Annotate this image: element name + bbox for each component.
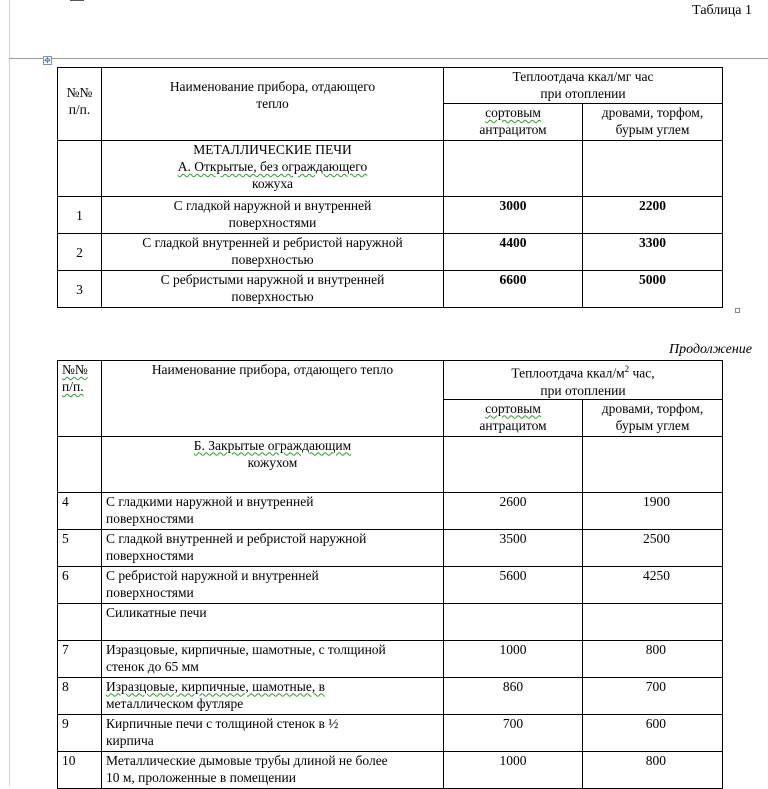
row-name-line1: Металлические дымовые трубы длиной не более — [106, 752, 388, 768]
row-name-line2: поверхностями — [106, 584, 194, 600]
wood-header-line1: дровами, торфом, — [601, 400, 704, 416]
table-row — [58, 714, 723, 751]
row-name-line1: Кирпичные печи с толщиной стенок в ½ — [106, 715, 339, 731]
row-name-line1: С гладкой внутренней и ребристой наружной — [142, 235, 403, 250]
silicate-wood-cell — [583, 603, 723, 640]
number-header-line1: №№ — [66, 85, 93, 100]
heat-header — [444, 361, 723, 400]
anthracite-header-line2: антрацитом — [479, 122, 547, 137]
continuation-label: Продолжение — [669, 342, 752, 357]
row-name — [102, 529, 444, 566]
row-wood-value: 3300 — [583, 234, 723, 271]
silicate-anthracite-cell — [444, 603, 583, 640]
silicate-number-cell — [58, 603, 102, 640]
row-name — [102, 271, 444, 308]
row-wood-value: 4250 — [583, 566, 723, 603]
table-row — [58, 751, 723, 788]
table-row — [58, 197, 723, 234]
anthracite-header-line1: сортовым — [485, 105, 541, 120]
row-anthracite-value: 1000 — [444, 640, 583, 677]
table-move-handle-icon[interactable]: ✥ — [44, 56, 51, 65]
section-a-line1: МЕТАЛЛИЧЕСКИЕ ПЕЧИ — [193, 142, 352, 157]
row-number: 1 — [58, 197, 102, 234]
section-a-number-cell — [58, 141, 102, 197]
table-resize-handle[interactable] — [735, 308, 740, 313]
row-name-line1: С ребристой наружной и внутренней — [106, 567, 319, 583]
heat-header-line1: Теплоотдача ккал/мг час — [512, 69, 654, 84]
number-header-line2: п/п. — [68, 102, 91, 117]
row-name-line2: 10 м, проложенные в помещении — [106, 769, 296, 785]
table-row — [58, 566, 723, 603]
top-mark — [70, 0, 84, 1]
table-row — [58, 492, 723, 529]
table-row — [58, 271, 723, 308]
row-name — [102, 566, 444, 603]
name-header-line1: Наименование прибора, отдающего — [169, 79, 376, 94]
row-anthracite-value: 5600 — [444, 566, 583, 603]
section-a-wood-cell — [583, 141, 723, 197]
row-name-line2: кирпича — [106, 732, 154, 748]
table-row — [58, 603, 723, 640]
row-name-line1 — [106, 271, 439, 288]
row-name — [102, 492, 444, 529]
row-name-line1: Изразцовые, кирпичные, шамотные, с толщиной — [106, 641, 386, 657]
row-anthracite-value: 6600 — [444, 271, 583, 308]
row-wood-value: 5000 — [583, 271, 723, 308]
row-anthracite-value: 3000 — [444, 197, 583, 234]
row-name-line2: стенок до 65 мм — [106, 658, 199, 674]
page-left-edge — [9, 0, 10, 786]
section-a-line2: А. Открытые, без ограждающего — [177, 159, 368, 174]
anthracite-header — [444, 399, 583, 436]
row-number: 5 — [58, 529, 102, 566]
row-name-line2: поверхностью — [231, 252, 314, 267]
section-a-line3: кожуха — [252, 176, 293, 191]
wood-header-line2: бурым углем — [615, 122, 690, 137]
heat-table-1 — [57, 67, 723, 308]
row-name — [102, 714, 444, 751]
row-name — [102, 640, 444, 677]
heat-header-sup: 2 — [624, 364, 630, 374]
row-wood-value: 800 — [583, 640, 723, 677]
heat-header-line2: при отоплении — [540, 382, 626, 398]
section-a-anthracite-cell — [444, 141, 583, 197]
row-wood-value: 1900 — [583, 492, 723, 529]
row-name — [102, 751, 444, 788]
section-b-number-cell — [58, 436, 102, 492]
section-b-anthracite-cell — [444, 436, 583, 492]
number-header-line1: №№ — [62, 362, 88, 377]
table-caption: Таблица 1 — [692, 3, 752, 18]
row-anthracite-value: 1000 — [444, 751, 583, 788]
table-row — [58, 677, 723, 714]
heat-header — [444, 68, 723, 104]
anthracite-header — [444, 104, 583, 141]
row-number: 9 — [58, 714, 102, 751]
row-wood-value: 800 — [583, 751, 723, 788]
section-b-line2: кожухом — [247, 454, 298, 470]
table-row — [58, 640, 723, 677]
heat-table-2 — [57, 360, 723, 789]
name-header: Наименование прибора, отдающего тепло — [102, 361, 444, 437]
heat-header-text: Теплоотдача ккал/м — [511, 365, 625, 381]
table-row — [58, 529, 723, 566]
row-name-line1-text: С ребристыми наружной и внутренней — [160, 272, 385, 287]
row-number: 3 — [58, 271, 102, 308]
row-name — [102, 197, 444, 234]
row-name-line2: поверхностями — [106, 547, 194, 563]
anthracite-header-line2: антрацитом — [479, 417, 547, 433]
row-wood-value: 600 — [583, 714, 723, 751]
row-number: 10 — [58, 751, 102, 788]
row-anthracite-value: 3500 — [444, 529, 583, 566]
row-anthracite-value: 4400 — [444, 234, 583, 271]
name-header — [102, 68, 444, 141]
row-name-line2: металлическом футляре — [106, 695, 244, 711]
row-name-line1: Изразцовые, кирпичные, шамотные, в — [106, 678, 325, 694]
anthracite-header-line1: сортовым — [485, 400, 541, 416]
row-name-line1: С гладкой внутренней и ребристой наружной — [106, 530, 367, 546]
row-number: 6 — [58, 566, 102, 603]
silicate-section-label: Силикатные печи — [102, 603, 444, 640]
wood-header-line1: дровами, торфом, — [601, 105, 704, 120]
table-row — [58, 234, 723, 271]
section-b-wood-cell — [583, 436, 723, 492]
row-number: 7 — [58, 640, 102, 677]
wood-header — [583, 104, 723, 141]
wood-header — [583, 399, 723, 436]
row-name-line1: С гладкими наружной и внутренней — [106, 493, 314, 509]
section-a-title — [102, 141, 444, 197]
row-number: 4 — [58, 492, 102, 529]
row-name-line1: С гладкой наружной и внутренней — [173, 198, 372, 213]
row-name-line2: поверхностями — [228, 215, 317, 230]
row-name-line2: поверхностями — [106, 510, 194, 526]
heat-header-text-end: час, — [629, 365, 655, 381]
row-number: 8 — [58, 677, 102, 714]
row-number: 2 — [58, 234, 102, 271]
wood-header-line2: бурым углем — [615, 417, 690, 433]
section-b-title — [102, 436, 444, 492]
number-header — [58, 361, 102, 437]
page-break-line — [9, 58, 768, 59]
section-b-line1: Б. Закрытые ограждающим — [193, 437, 352, 453]
name-header-line2: тепло — [256, 96, 289, 111]
row-anthracite-value: 860 — [444, 677, 583, 714]
heat-header-line2: при отоплении — [540, 86, 626, 101]
number-header — [58, 68, 102, 141]
row-name-line2: поверхностью — [231, 289, 314, 304]
row-name — [102, 234, 444, 271]
row-wood-value: 700 — [583, 677, 723, 714]
number-header-line2: п/п. — [62, 379, 84, 394]
row-name — [102, 677, 444, 714]
row-anthracite-value: 700 — [444, 714, 583, 751]
row-anthracite-value: 2600 — [444, 492, 583, 529]
heat-header-line1 — [448, 361, 718, 382]
row-wood-value: 2500 — [583, 529, 723, 566]
row-wood-value: 2200 — [583, 197, 723, 234]
